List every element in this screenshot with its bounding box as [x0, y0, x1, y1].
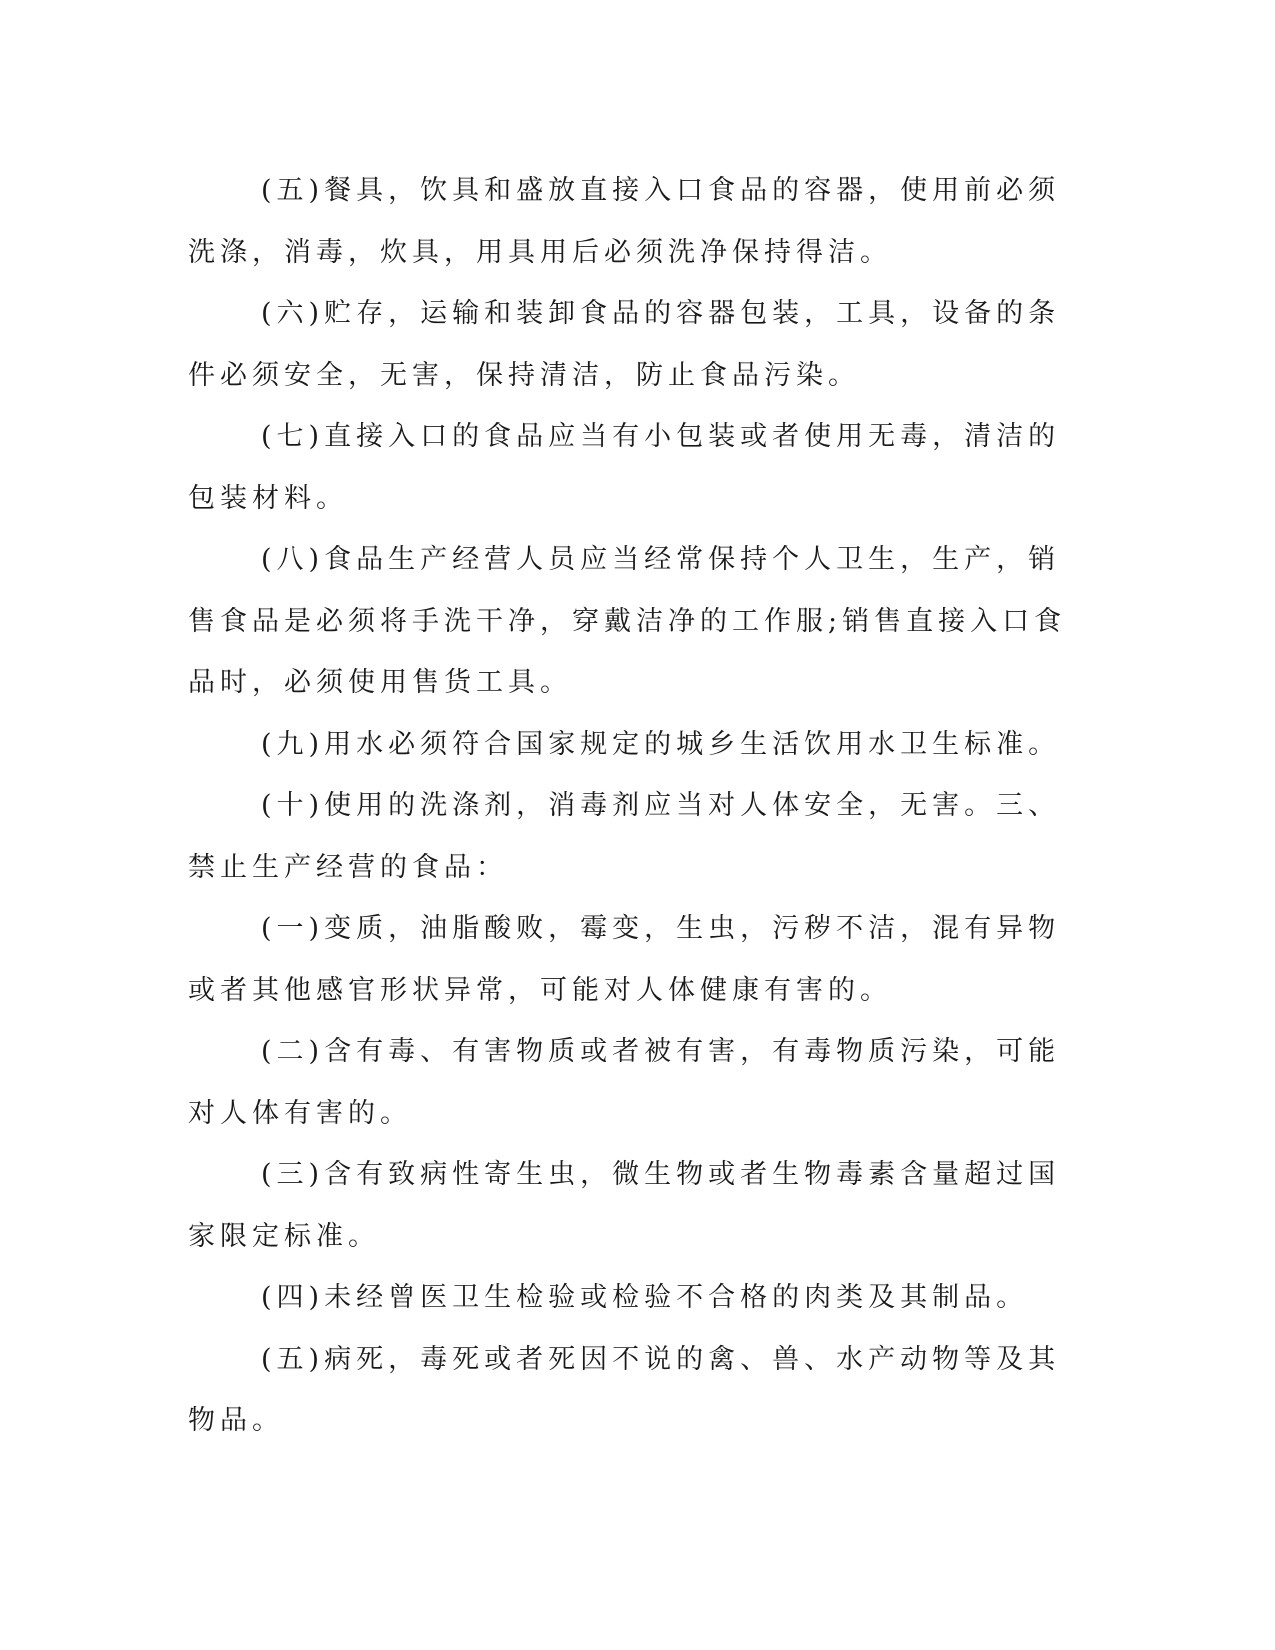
- document-body: [188, 160, 1068, 1452]
- paragraph: (二)含有毒、有害物质或者被有害，有毒物质污染，可能对人体有害的。: [188, 1036, 1061, 1129]
- paragraph: (五)病死，毒死或者死因不说的禽、兽、水产动物等及其物品。: [188, 1343, 1061, 1436]
- paragraph: (四)未经曾医卫生检验或检验不合格的肉类及其制品。: [261, 1282, 1029, 1313]
- paragraph: (九)用水必须符合国家规定的城乡生活饮用水卫生标准。: [261, 728, 1061, 760]
- paragraph: (七)直接入口的食品应当有小包装或者使用无毒，清洁的包装材料。: [188, 421, 1061, 514]
- paragraph: (一)变质，油脂酸败，霉变，生虫，污秽不洁，混有异物或者其他感官形状异常，可能对人体健康有害的。: [188, 913, 1061, 1006]
- paragraph: (六)贮存，运输和装卸食品的容器包装，工具，设备的条件必须安全，无害，保持清洁，防止食品污染。: [188, 298, 1061, 391]
- paragraph: (三)含有致病性寄生虫，微生物或者生物毒素含量超过国家限定标准。: [188, 1159, 1061, 1252]
- paragraph: (十)使用的洗涤剂，消毒剂应当对人体安全，无害。三、禁止生产经营的食品：: [188, 790, 1061, 883]
- paragraph: (八)食品生产经营人员应当经常保持个人卫生，生产，销售食品是必须将手洗干净，穿戴洁净的工作服;销售直接入口食品时，必须使用售货工具。: [188, 544, 1067, 698]
- paragraph: (五)餐具，饮具和盛放直接入口食品的容器，使用前必须洗涤，消毒，炊具，用具用后必须洗净保持得洁。: [188, 175, 1061, 268]
